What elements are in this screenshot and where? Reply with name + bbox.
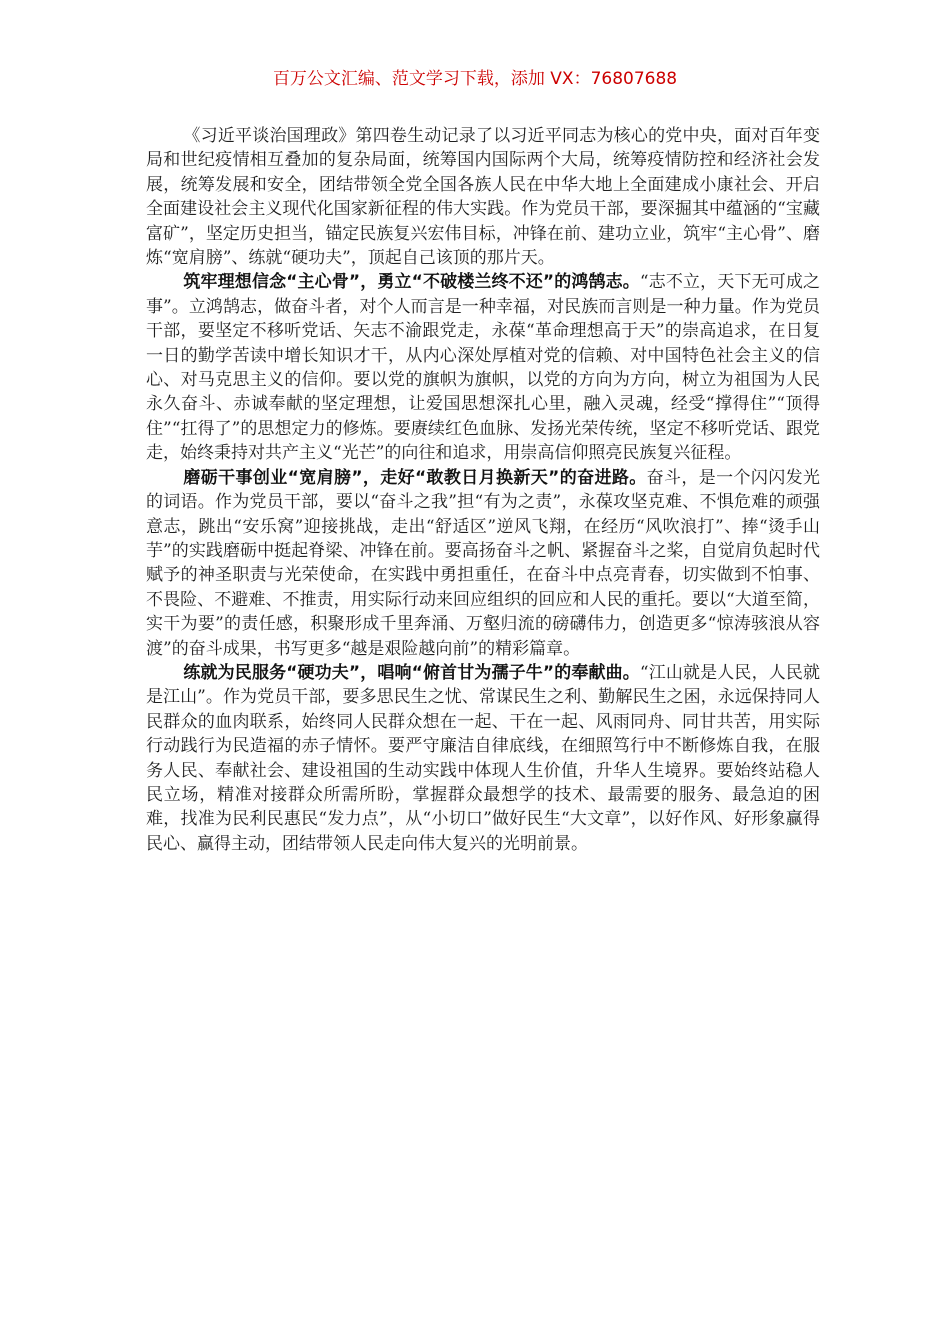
paragraph-lead: 磨砺干事创业“宽肩膀”，走好“敢教日月换新天”的奋进路。 [183, 467, 647, 488]
paragraph-text: 奋斗，是一个闪闪发光的词语。作为党员干部，要以“奋斗之我”担“有为之责”，永葆攻坚克难、不惧危难的顽强意志，跳出“安乐窝”迎接挑战，走出“舒适区”逆风飞翔，在经历“风吹浪打”、捧“烫手山芋”的实践磨砺中挺起脊梁、冲锋在前。要高扬奋斗之帆、紧握奋斗之桨，自觉肩负起时代赋予的神圣职责与光荣使命，在实践中勇担重任，在奋斗中点亮青春，切实做到不怕事、不畏险、不避难、不推责，用实际行动来回应组织的回应和人民的重托。要以“大道至简，实干为要”的责任感，积聚形成千里奔涌、万壑归流的磅礴伟力，创造更多“惊涛骇浪从容渡”的奋斗成果，书写更多“越是艰险越向前”的精彩篇章。 [146, 467, 820, 659]
paragraph-lead: 练就为民服务“硬功夫”，唱响“俯首甘为孺子牛”的奉献曲。 [183, 662, 640, 683]
paragraph-intro [146, 124, 820, 270]
paragraph-text: “志不立，天下无可成之事”。立鸿鹄志，做奋斗者，对个人而言是一种幸福，对民族而言则是一种力量。作为党员干部，要坚定不移听党话、矢志不渝跟党走，永葆“革命理想高于天”的崇高追求，在日复一日的勤学苦读中增长知识才干，从内心深处厚植对党的信赖、对中国特色社会主义的信心、对马克思主义的信仰。要以党的旗帜为旗帜，以党的方向为方向，树立为祖国为人民永久奋斗、赤诚奉献的坚定理想，让爱国思想深扎心里，融入灵魂，经受“撑得住”“顶得住”“扛得了”的思想定力的修炼。要赓续红色血脉、发扬光荣传统，坚定不移听党话、跟党走，始终秉持对共产主义“光芒”的向往和追求，用崇高信仰照亮民族复兴征程。 [146, 272, 820, 464]
paragraph-lead: 筑牢理想信念“主心骨”，勇立“不破楼兰终不还”的鸿鹄志。 [183, 272, 640, 293]
paragraph-ideals [146, 270, 820, 465]
paragraph-text: “江山就是人民，人民就是江山”。作为党员干部，要多思民生之忧、常谋民生之利、勤解民生之困，永远保持同人民群众的血肉联系，始终同人民群众想在一起、干在一起、风雨同舟、同甘共苦，用实际行动践行为民造福的赤子情怀。要严守廉洁自律底线，在细照笃行中不断修炼自我，在服务人民、奉献社会、建设祖国的生动实践中体现人生价值，升华人生境界。要始终站稳人民立场，精准对接群众所需所盼，掌握群众最想学的技术、最需要的服务、最急迫的困难，找准为民利民惠民“发力点”，从“小切口”做好民生“大文章”，以好作风、好形象赢得民心、赢得主动，团结带领人民走向伟大复兴的光明前景。 [146, 662, 820, 854]
paragraph-text: 《习近平谈治国理政》第四卷生动记录了以习近平同志为核心的党中央，面对百年变局和世纪疫情相互叠加的复杂局面，统筹国内国际两个大局，统筹疫情防控和经济社会发展，统筹发展和安全，团结带领全党全国各族人民在中华大地上全面建成小康社会、开启全面建设社会主义现代化国家新征程的伟大实践。作为党员干部，要深掘其中蕴涵的“宝藏富矿”，坚定历史担当，锚定民族复兴宏伟目标，冲锋在前、建功立业，筑牢“主心骨”、磨炼“宽肩膀”、练就“硬功夫”，顶起自己该顶的那片天。 [146, 126, 820, 269]
paragraph-struggle [146, 466, 820, 661]
document-body [146, 124, 820, 856]
page-header-watermark: 百万公文汇编、范文学习下载，添加 VX：76807688 [272, 69, 678, 89]
paragraph-service [146, 661, 820, 856]
